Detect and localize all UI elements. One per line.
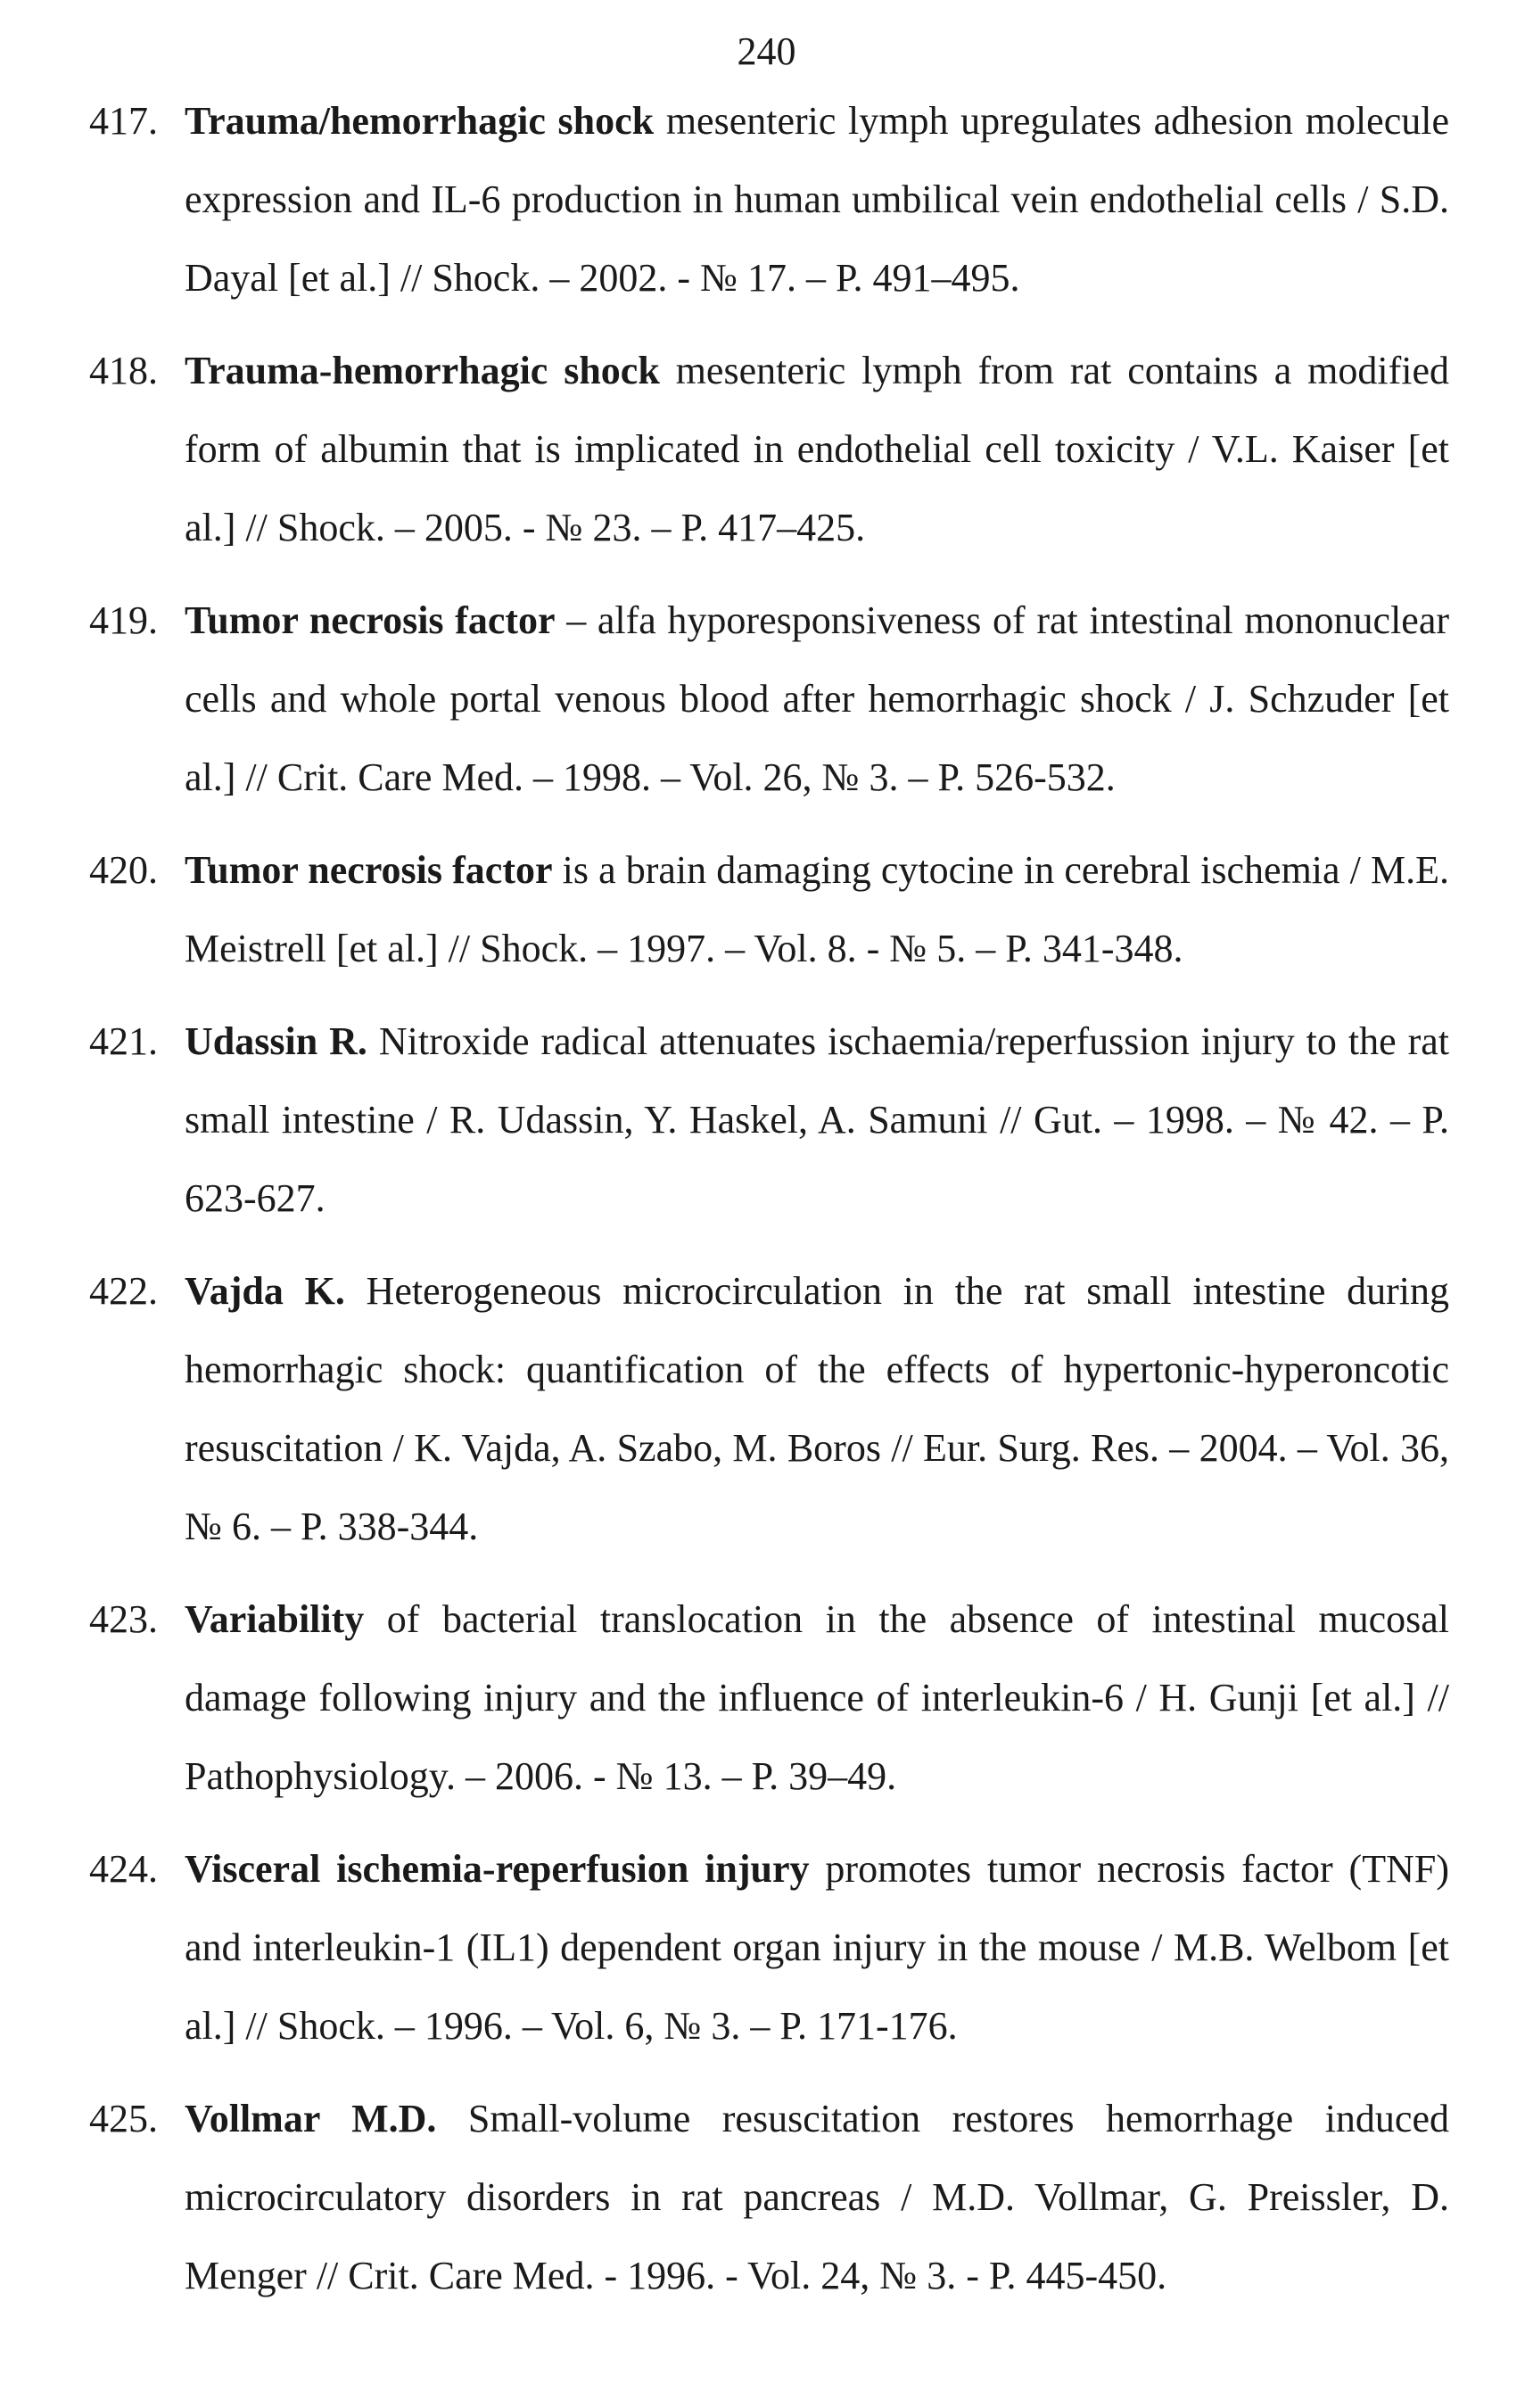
reference-text — [185, 82, 1449, 317]
reference-item — [0, 1580, 1533, 1816]
reference-lead: Trauma/hemorrhagic shock — [185, 99, 655, 143]
reference-text — [185, 1252, 1449, 1566]
reference-text — [185, 332, 1449, 567]
reference-body: mesenteric lymph from rat contains a modified form of albumin that is implicated in endothelial cell toxicity / V.L. Kaiser [et al.] // Shock. – 2005. - № 23. – P. 417–425. — [185, 349, 1449, 549]
reference-number: 417. — [89, 99, 158, 143]
reference-body: of bacterial translocation in the absence of intestinal mucosal damage following injury and the influence of interleukin-6 / H. Gunji [et al.] // Pathophysiology. – 2006. - № 13. – P. 39–49. — [185, 1597, 1449, 1798]
reference-body: Small-volume resuscitation restores hemorrhage induced microcirculatory disorders in rat pancreas / M.D. Vollmar, G. Preissler, D. Menger // Crit. Care Med. - 1996. - Vol. 24, № 3. - P. 445-450. — [185, 2097, 1449, 2297]
reference-body: promotes tumor necrosis factor (TNF) and interleukin-1 (IL1) dependent organ injury in the mouse / M.B. Welbom [et al.] // Shock. – 1996. – Vol. 6, № 3. – P. 171-176. — [185, 1847, 1449, 2048]
reference-lead: Variability — [185, 1597, 365, 1641]
reference-number: 419. — [89, 598, 158, 642]
reference-item — [0, 1002, 1533, 1238]
reference-lead: Tumor necrosis factor — [185, 848, 553, 892]
reference-text — [185, 831, 1449, 988]
reference-item — [0, 2080, 1533, 2315]
reference-item — [0, 332, 1533, 567]
reference-text — [185, 1580, 1449, 1816]
reference-lead: Visceral ischemia-reperfusion injury — [185, 1847, 810, 1891]
reference-text — [185, 581, 1449, 817]
reference-number: 425. — [89, 2097, 158, 2140]
reference-number: 424. — [89, 1847, 158, 1891]
reference-lead: Vollmar M.D. — [185, 2097, 437, 2140]
reference-body: Nitroxide radical attenuates ischaemia/reperfussion injury to the rat small intestine / R. Udassin, Y. Haskel, A. Samuni // Gut. – 1998. – № 42. – P. 623-627. — [185, 1019, 1449, 1220]
reference-body: is a brain damaging cytocine in cerebral ischemia / M.E. Meistrell [et al.] // Shock. – 1997. – Vol. 8. - № 5. – P. 341-348. — [185, 848, 1450, 970]
reference-number: 421. — [89, 1019, 158, 1063]
reference-item — [0, 1252, 1533, 1566]
reference-body: – alfa hyporesponsiveness of rat intestinal mononuclear cells and whole portal venous blood after hemorrhagic shock / J. Schzuder [et al.] // Crit. Care Med. – 1998. – Vol. 26, № 3. – P. 526-532. — [185, 598, 1450, 799]
reference-lead: Udassin R. — [185, 1019, 367, 1063]
reference-number: 423. — [89, 1597, 158, 1641]
page-number: 240 — [737, 29, 796, 73]
reference-item — [0, 82, 1533, 317]
reference-text — [185, 1830, 1449, 2066]
reference-list — [0, 82, 1533, 2330]
reference-body: mesenteric lymph upregulates adhesion molecule expression and IL-6 production in human umbilical vein endothelial cells / S.D. Dayal [et al.] // Shock. – 2002. - № 17. – P. 491–495. — [185, 99, 1449, 300]
reference-number: 422. — [89, 1269, 158, 1313]
reference-lead: Vajda K. — [185, 1269, 345, 1313]
reference-number: 420. — [89, 848, 158, 892]
reference-item — [0, 1830, 1533, 2066]
reference-item — [0, 831, 1533, 988]
reference-number: 418. — [89, 349, 158, 392]
reference-lead: Tumor necrosis factor — [185, 598, 556, 642]
reference-text — [185, 2080, 1449, 2315]
reference-text — [185, 1002, 1449, 1238]
reference-body: Heterogeneous microcirculation in the rat small intestine during hemorrhagic shock: quantification of the effects of hypertonic-hyperoncotic resuscitation / K. Vajda, A. Szabo, M. Boros // Eur. Surg. Res. – 2004. – Vol. 36, № 6. – P. 338-344. — [185, 1269, 1449, 1548]
reference-lead: Trauma-hemorrhagic shock — [185, 349, 660, 392]
reference-item — [0, 581, 1533, 817]
